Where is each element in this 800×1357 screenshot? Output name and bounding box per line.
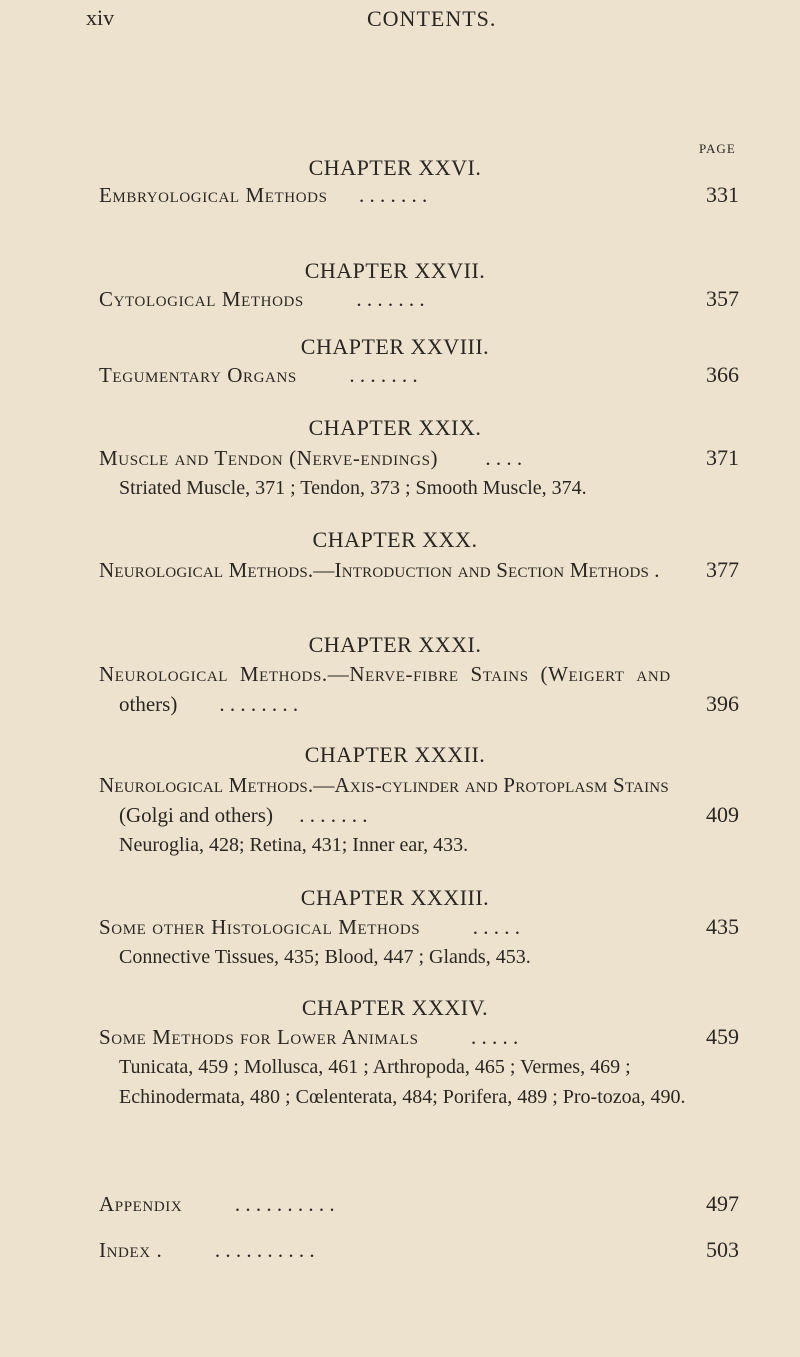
toc-entry[interactable] [99, 912, 739, 972]
page-ref: 409 [706, 802, 739, 827]
chapter-heading: CHAPTER XXXI. [308, 632, 482, 657]
page-ref: 459 [706, 1024, 739, 1049]
entry-subtopics: Connective Tissues, 435; Blood, 447 ; Glands, 453. [119, 946, 531, 968]
page-number: xiv [86, 5, 115, 30]
page-ref: 497 [706, 1191, 739, 1216]
leader-dots: . . . . . . . . . . [234, 1192, 335, 1216]
toc-entry-index[interactable] [99, 1235, 739, 1265]
chapter-heading: CHAPTER XXXII. [304, 742, 486, 767]
entry-title-cont: others) [119, 692, 178, 716]
page-ref: 503 [706, 1237, 739, 1262]
leader-dots: . . . . [485, 446, 523, 470]
leader-dots: . . . . . . . . . . [214, 1238, 315, 1262]
toc-entry[interactable] [99, 770, 739, 860]
toc-entry[interactable] [99, 284, 739, 314]
chapter-heading: CHAPTER XXIX. [308, 415, 482, 440]
entry-title: Appendix [99, 1192, 183, 1216]
entry-subtopics: Striated Muscle, 371 ; Tendon, 373 ; Smooth Muscle, 374. [119, 477, 587, 499]
leader-dots: . . . . . . . [356, 287, 425, 311]
chapter-heading: CHAPTER XXVII. [304, 258, 486, 283]
entry-title: Tegumentary Organs [99, 363, 297, 387]
leader-dots: . . . . . . . [299, 803, 368, 827]
chapter-heading: CHAPTER XXXIV. [301, 995, 489, 1020]
page-ref: 377 [706, 557, 739, 582]
entry-title: Neurological Methods.—Nerve-fibre Stains (Weigert and [99, 662, 671, 686]
leader-dots: . . . . . [472, 915, 520, 939]
page-ref: 396 [706, 691, 739, 716]
toc-entry[interactable] [99, 443, 739, 503]
entry-title: Neurological Methods.—Introduction and Section Methods [99, 558, 650, 582]
chapter-heading: CHAPTER XXVIII. [300, 334, 490, 359]
page-ref: 366 [706, 362, 739, 387]
entry-title-cont: (Golgi and others) [119, 803, 273, 827]
toc-entry[interactable] [99, 1022, 739, 1112]
entry-title: Some Methods for Lower Animals [99, 1025, 419, 1049]
leader-dots: . [654, 558, 660, 582]
chapter-heading: CHAPTER XXVI. [308, 155, 482, 180]
toc-entry-appendix[interactable] [99, 1189, 739, 1219]
toc-entry[interactable] [99, 180, 739, 210]
entry-subtopics: Neuroglia, 428; Retina, 431; Inner ear, 433. [119, 834, 469, 856]
leader-dots: . . . . . [471, 1025, 519, 1049]
leader-dots: . . . . . . . [349, 363, 418, 387]
entry-title: Index . [99, 1238, 163, 1262]
entry-subtopics: Tunicata, 459 ; Mollusca, 461 ; Arthropoda, 465 ; Vermes, 469 ; Echinodermata, 480 ; Cœlenterata, 484; Porifera, 489 ; Pro-tozoa, 490. [119, 1056, 686, 1108]
page-ref: 371 [706, 445, 739, 470]
entry-title: Muscle and Tendon (Nerve-endings) [99, 446, 439, 470]
running-head: CONTENTS. [367, 6, 497, 31]
entry-title: Neurological Methods.—Axis-cylinder and Protoplasm Stains [99, 773, 669, 797]
chapter-heading: CHAPTER XXX. [312, 527, 478, 552]
page-ref: 331 [706, 182, 739, 207]
toc-entry[interactable] [99, 360, 739, 390]
toc-entry[interactable] [99, 659, 739, 719]
entry-title: Embryological Methods [99, 183, 328, 207]
page-column-label: PAGE [699, 141, 736, 156]
toc-entry[interactable] [99, 555, 739, 585]
chapter-heading: CHAPTER XXXIII. [300, 885, 490, 910]
entry-title: Some other Histological Methods [99, 915, 421, 939]
entry-title: Cytological Methods [99, 287, 304, 311]
leader-dots: . . . . . . . . [219, 692, 299, 716]
page-ref: 357 [706, 286, 739, 311]
leader-dots: . . . . . . . [359, 183, 428, 207]
page-ref: 435 [706, 914, 739, 939]
